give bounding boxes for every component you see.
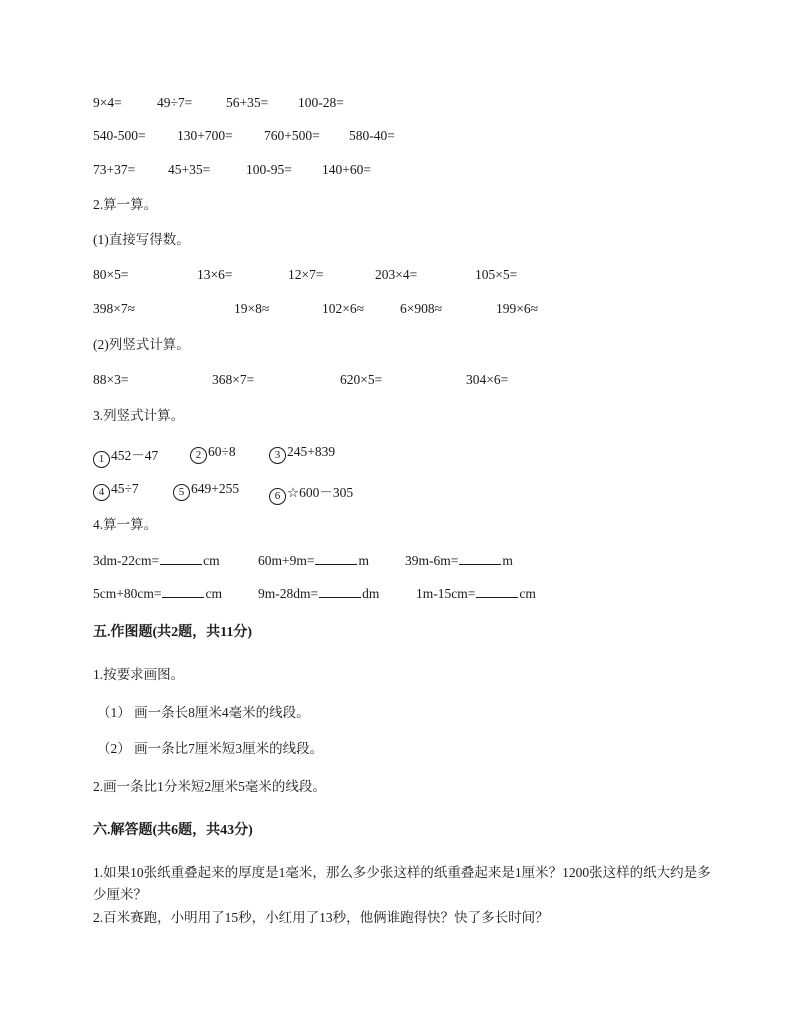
question-2-sub-2: (2)列竖式计算。 xyxy=(93,337,190,352)
expression: 39m-6m= xyxy=(405,553,459,568)
section-6-question-1: 1.如果10张纸重叠起来的厚度是1毫米，那么多少张这样的纸重叠起来是1厘米？1200张这样的纸大约是多少厘米？ xyxy=(93,865,711,902)
problem: 580-40= xyxy=(349,128,395,143)
problem: 19×8≈ xyxy=(234,301,270,316)
expression: 245+839 xyxy=(287,444,336,459)
section-6-question-2: 2.百米赛跑，小明用了15秒，小红用了13秒，他俩谁跑得快？快了多长时间？ xyxy=(93,910,549,925)
problem: 760+500= xyxy=(264,128,320,143)
problem: 13×6= xyxy=(197,267,233,282)
answer-blank[interactable] xyxy=(459,552,501,565)
expression: 9m-28dm= xyxy=(258,586,319,601)
problem: 540-500= xyxy=(93,128,146,143)
answer-blank[interactable] xyxy=(162,585,204,598)
question-2-title: 2.算一算。 xyxy=(93,197,158,212)
expression: 45÷7 xyxy=(111,481,139,496)
expression: 60÷8 xyxy=(208,444,236,459)
problem: 105×5= xyxy=(475,267,518,282)
circled-number: 5 xyxy=(173,484,190,501)
answer-blank[interactable] xyxy=(315,552,357,565)
unit: m xyxy=(358,553,369,568)
problem: 12×7= xyxy=(288,267,324,282)
circled-number: 1 xyxy=(93,451,110,468)
problem: 102×6≈ xyxy=(322,301,365,316)
list-item xyxy=(93,481,139,501)
section-5-question-1a: （1） 画一条长8厘米4毫米的线段。 xyxy=(97,705,310,720)
expression: 60m+9m= xyxy=(258,553,315,568)
problem: 130+700= xyxy=(177,128,233,143)
list-item xyxy=(269,444,335,464)
list-item xyxy=(93,444,158,468)
problem: 100-95= xyxy=(246,162,292,177)
problem: 203×4= xyxy=(375,267,418,282)
problem: 45+35= xyxy=(168,162,211,177)
list-item xyxy=(173,481,239,501)
problem: 56+35= xyxy=(226,95,269,110)
fill-blank xyxy=(93,552,220,569)
section-6-heading: 六.解答题(共6题，共43分) xyxy=(93,823,253,838)
expression: 452－47 xyxy=(111,448,159,463)
problem: 304×6= xyxy=(466,372,509,387)
fill-blank xyxy=(416,585,536,602)
problem: 80×5= xyxy=(93,267,129,282)
problem: 140+60= xyxy=(322,162,371,177)
section-5-question-1: 1.按要求画图。 xyxy=(93,667,185,682)
unit: cm xyxy=(203,553,220,568)
expression: 5cm+80cm= xyxy=(93,586,162,601)
problem: 49÷7= xyxy=(157,95,193,110)
problem: 88×3= xyxy=(93,372,129,387)
unit: cm xyxy=(519,586,536,601)
circled-number: 4 xyxy=(93,484,110,501)
answer-blank[interactable] xyxy=(476,585,518,598)
problem: 199×6≈ xyxy=(496,301,539,316)
fill-blank xyxy=(93,585,222,602)
unit: m xyxy=(502,553,513,568)
circled-number: 3 xyxy=(269,447,286,464)
section-5-question-2: 2.画一条比1分米短2厘米5毫米的线段。 xyxy=(93,779,326,794)
expression: 3dm-22cm= xyxy=(93,553,160,568)
section-5-question-1b: （2） 画一条比7厘米短3厘米的线段。 xyxy=(97,741,324,756)
problem: 73+37= xyxy=(93,162,136,177)
circled-number: 6 xyxy=(269,488,286,505)
list-item xyxy=(190,444,236,464)
section-5-heading: 五.作图题(共2题，共11分) xyxy=(93,625,253,640)
unit: cm xyxy=(205,586,222,601)
unit: dm xyxy=(362,586,380,601)
fill-blank xyxy=(258,552,369,569)
problem: 9×4= xyxy=(93,95,122,110)
circled-number: 2 xyxy=(190,447,207,464)
problem: 100-28= xyxy=(298,95,344,110)
problem: 6×908≈ xyxy=(400,301,443,316)
question-3-title: 3.列竖式计算。 xyxy=(93,408,185,423)
answer-blank[interactable] xyxy=(160,552,202,565)
question-2-sub-1: (1)直接写得数。 xyxy=(93,232,190,247)
expression: 1m-15cm= xyxy=(416,586,476,601)
answer-blank[interactable] xyxy=(319,585,361,598)
fill-blank xyxy=(258,585,379,602)
fill-blank xyxy=(405,552,513,569)
problem: 368×7= xyxy=(212,372,255,387)
problem: 620×5= xyxy=(340,372,383,387)
question-4-title: 4.算一算。 xyxy=(93,517,158,532)
problem: 398×7≈ xyxy=(93,301,136,316)
expression: ☆600－305 xyxy=(287,485,354,500)
expression: 649+255 xyxy=(191,481,240,496)
list-item xyxy=(269,481,353,505)
